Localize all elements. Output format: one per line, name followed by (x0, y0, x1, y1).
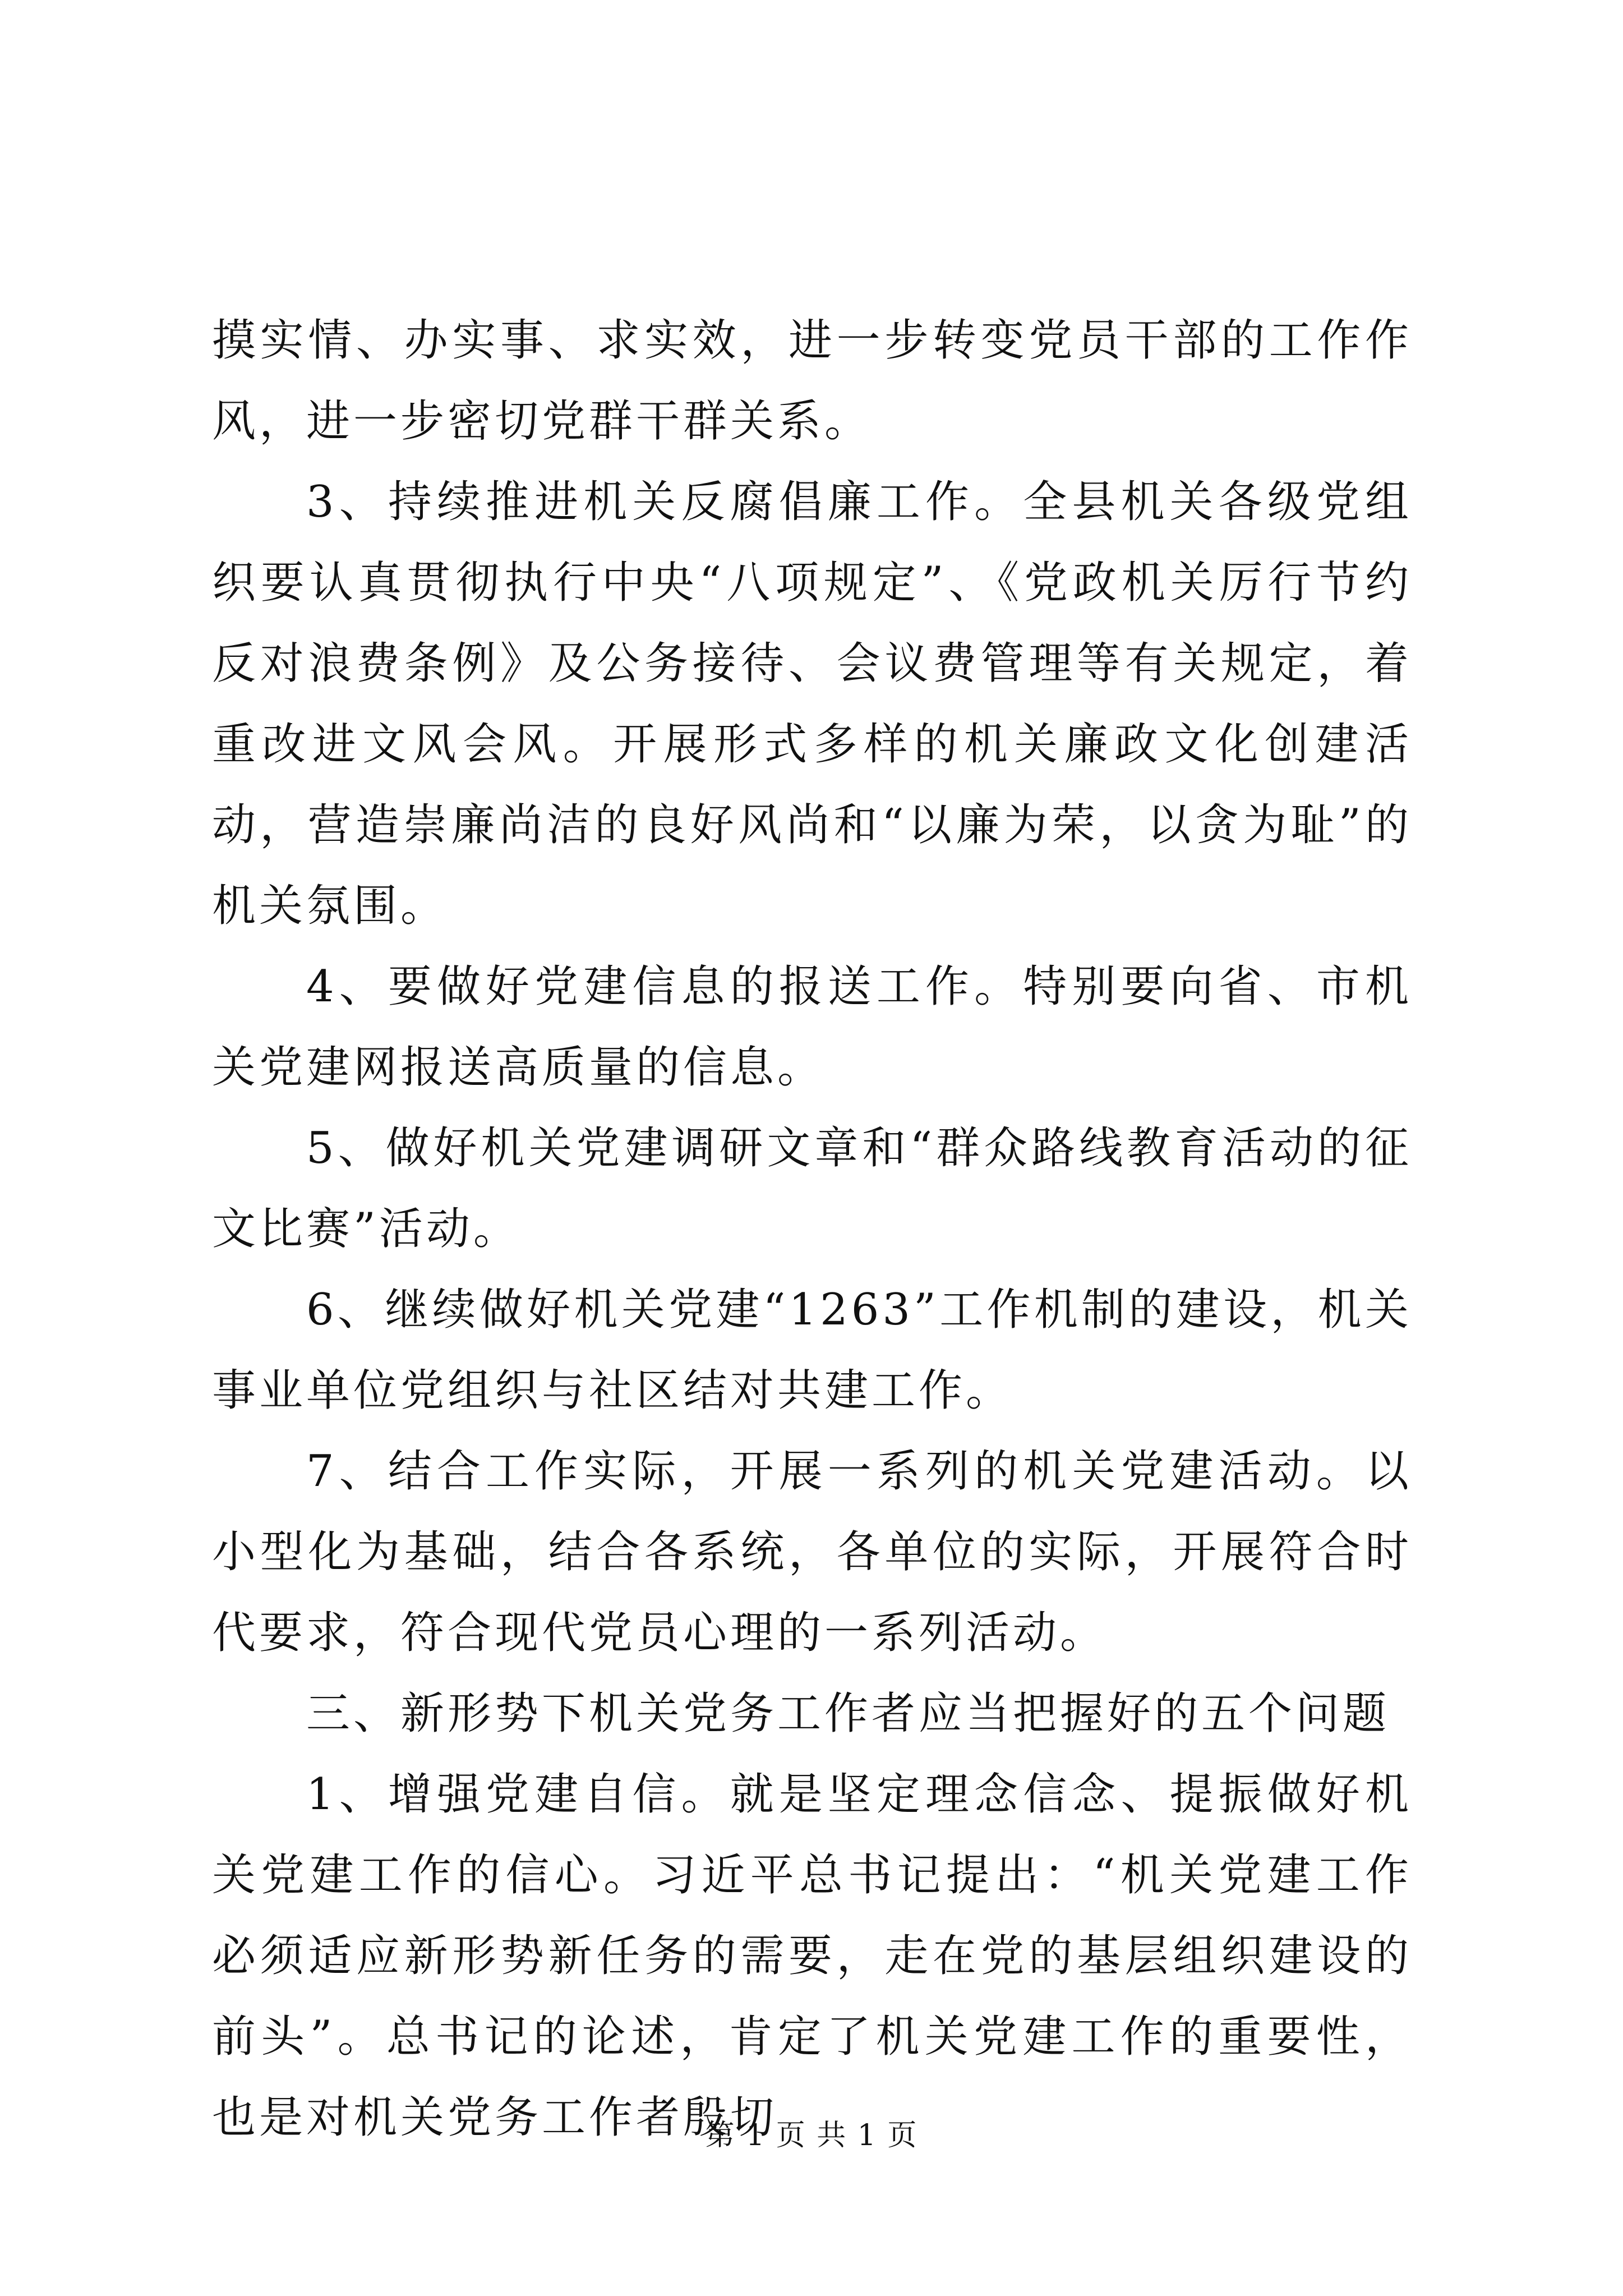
paragraph-section3-item-1: 1、增强党建自信。就是坚定理念信念、提振做好机关党建工作的信心。习近平总书记提出：“机关党建工作必须适应新形势新任务的需要，走在党的基层组织建设的前头”。总书记的论述，肯定了机关党建工作的重要性，也是对机关党务工作者殷切 (212, 1769, 1412, 2143)
page-footer: 第 1 页 共 1 页 (705, 2119, 918, 2152)
paragraph-item-3: 3、持续推进机关反腐倡廉工作。全县机关各级党组织要认真贯彻执行中央“八项规定”、《党政机关厉行节约反对浪费条例》及公务接待、会议费管理等有关规定，着重改进文风会风。开展形式多样的机关廉政文化创建活动，营造崇廉尚洁的良好风尚和“以廉为荣，以贪为耻”的机关氛围。 (212, 477, 1412, 931)
paragraph-item-4: 4、要做好党建信息的报送工作。特别要向省、市机关党建网报送高质量的信息。 (212, 961, 1412, 1093)
paragraph-continuation: 摸实情、办实事、求实效，进一步转变党员干部的工作作风，进一步密切党群干群关系。 (212, 315, 1412, 447)
paragraph-item-6: 6、继续做好机关党建“1263”工作机制的建设，机关事业单位党组织与社区结对共建工作。 (212, 1285, 1412, 1416)
section-heading-3: 三、新形势下机关党务工作者应当把握好的五个问题 (306, 1688, 1390, 1739)
document-body (212, 300, 1412, 2158)
paragraph-item-7: 7、结合工作实际，开展一系列的机关党建活动。以小型化为基础，结合各系统，各单位的实际，开展符合时代要求，符合现代党员心理的一系列活动。 (212, 1446, 1412, 1658)
paragraph-item-5: 5、做好机关党建调研文章和“群众路线教育活动的征文比赛”活动。 (212, 1123, 1412, 1254)
